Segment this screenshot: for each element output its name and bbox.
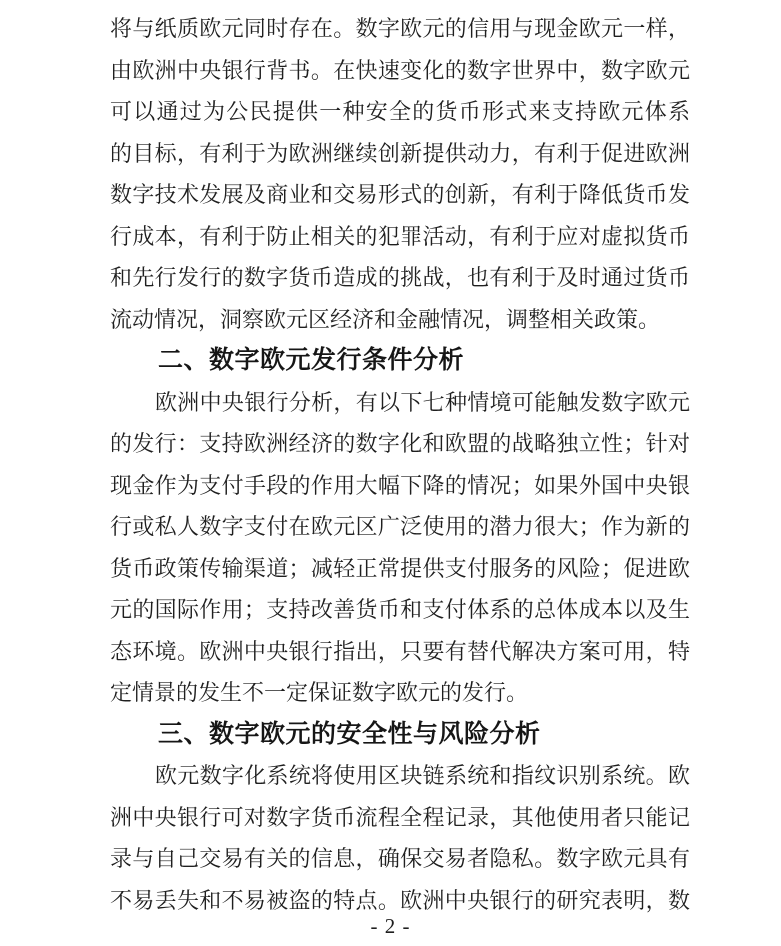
text-line: 的发行：支持欧洲经济的数字化和欧盟的战略独立性；针对 [110, 431, 690, 456]
text-line: 行成本，有利于防止相关的犯罪活动，有利于应对虚拟货币 [110, 223, 690, 249]
text-line: 定情景的发生不一定保证数字欧元的发行。 [110, 680, 529, 705]
text-line: 的目标，有利于为欧洲继续创新提供动力，有利于促进欧洲 [110, 140, 690, 166]
text-line: 洲中央银行可对数字货币流程全程记录，其他使用者只能记 [110, 804, 690, 830]
text-line: 流动情况，洞察欧元区经济和金融情况，调整相关政策。 [110, 306, 661, 332]
text-line: 货币政策传输渠道；减轻正常提供支付服务的风险；促进欧 [110, 555, 690, 581]
text-line: 录与自己交易有关的信息，确保交易者隐私。数字欧元具有 [110, 846, 690, 871]
text-line: 欧元数字化系统将使用区块链系统和指纹识别系统。欧 [155, 763, 690, 788]
text-line: 将与纸质欧元同时存在。数字欧元的信用与现金欧元一样， [110, 16, 690, 41]
text-line: 不易丢失和不易被盗的特点。欧洲中央银行的研究表明，数 [110, 887, 690, 913]
text-line: 欧洲中央银行分析，有以下七种情境可能触发数字欧元 [155, 389, 690, 415]
text-line: 和先行发行的数字货币造成的挑战，也有利于及时通过货币 [110, 265, 690, 290]
section-heading: 三、数字欧元的安全性与风险分析 [158, 719, 541, 748]
text-line: 数字技术发展及商业和交易形式的创新，有利于降低货币发 [110, 182, 690, 207]
text-line: 态环境。欧洲中央银行指出，只要有替代解决方案可用，特 [110, 638, 690, 664]
text-line: 行或私人数字支付在欧元区广泛使用的潜力很大；作为新的 [110, 514, 690, 539]
text-block [110, 8, 690, 921]
text-line: 由欧洲中央银行背书。在快速变化的数字世界中，数字欧元 [110, 57, 690, 83]
text-line: 现金作为支付手段的作用大幅下降的情况；如果外国中央银 [110, 472, 690, 498]
text-line: 可以通过为公民提供一种安全的货币形式来支持欧元体系 [110, 99, 690, 124]
text-line: 元的国际作用；支持改善货币和支付体系的总体成本以及生 [110, 597, 690, 622]
section-heading: 二、数字欧元发行条件分析 [158, 346, 465, 374]
page-number: - 2 - [370, 914, 411, 938]
